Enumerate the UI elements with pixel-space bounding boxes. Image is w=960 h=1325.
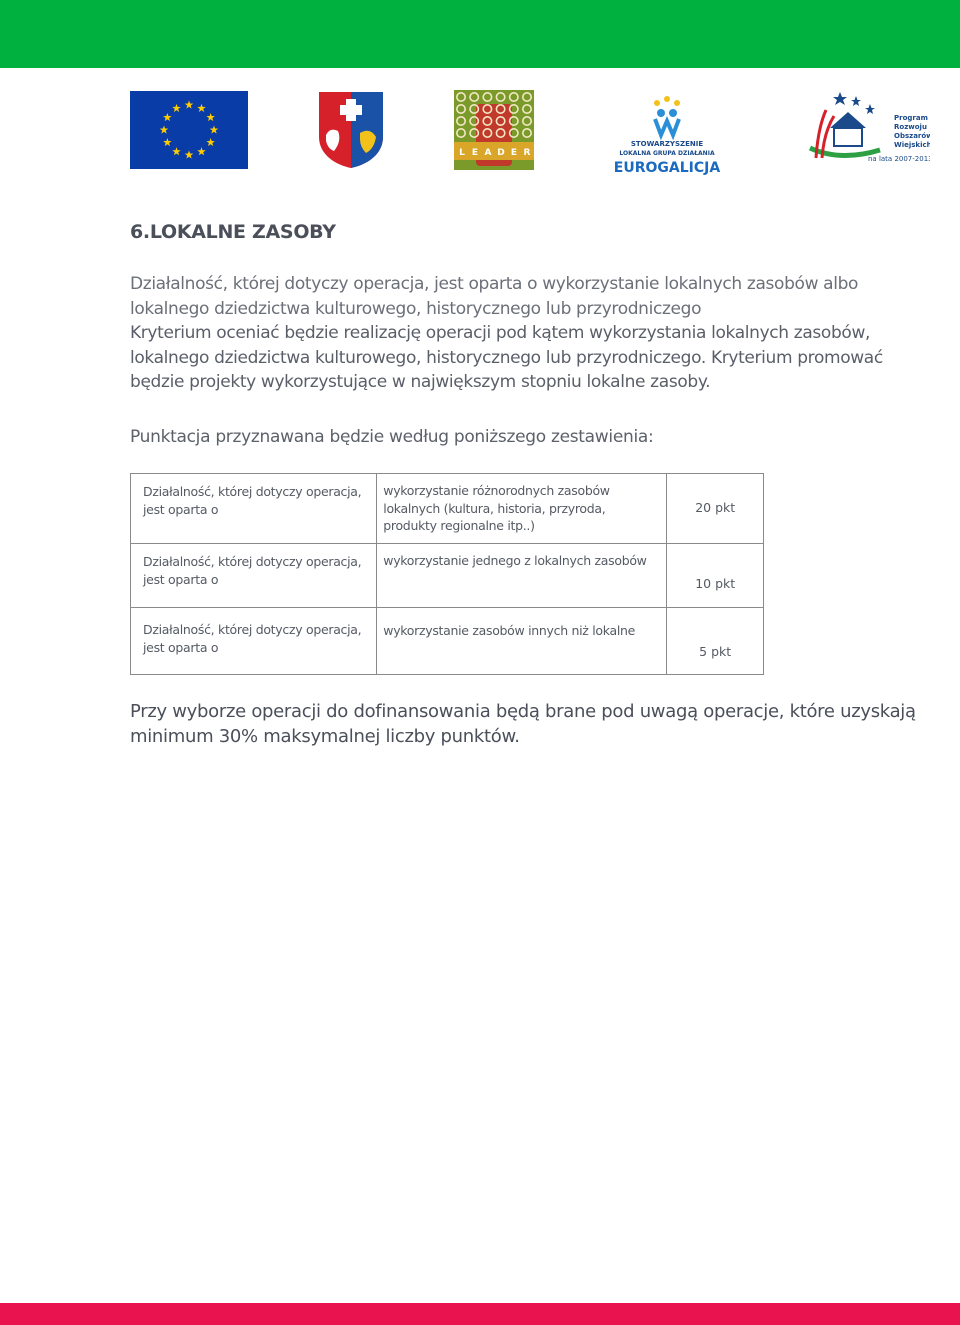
eurog-line1: STOWARZYSZENIE bbox=[630, 140, 704, 148]
eu-star-icon bbox=[185, 101, 194, 109]
section-title: 6.LOKALNE ZASOBY bbox=[130, 221, 336, 243]
leader-letter: D bbox=[497, 148, 505, 158]
points-value: 20 pkt bbox=[695, 500, 736, 515]
description-text: wykorzystanie różnorodnych zasobów lokalnych (kultura, historia, przyroda, produkty regionalne itp..) bbox=[383, 483, 610, 533]
eu-star-icon bbox=[172, 147, 181, 155]
scoring-intro: Punktacja przyznawana będzie według poniższego zestawienia: bbox=[130, 427, 654, 447]
scoring-table bbox=[130, 473, 764, 675]
criterion-cell bbox=[131, 544, 377, 608]
points-cell bbox=[667, 474, 764, 544]
table-row bbox=[131, 608, 764, 675]
criterion-cell bbox=[131, 608, 377, 675]
bottom-pink-bar bbox=[0, 1303, 960, 1325]
description-cell bbox=[377, 608, 667, 675]
conclusion-line1: Przy wyborze operacji do dofinansowania będą brane pod uwagą operacje, które uzyskają bbox=[130, 701, 916, 722]
para2-line1: Kryterium oceniać będzie realizację operacji pod kątem wykorzystania lokalnych zasobów, bbox=[130, 323, 871, 343]
eu-star-icon bbox=[197, 104, 206, 112]
eu-star-icon bbox=[206, 138, 215, 146]
leader-letter: E bbox=[471, 148, 479, 158]
criterion-line1: Działalność, której dotyczy operacja, bbox=[143, 484, 362, 499]
prow-line4: Wiejskich bbox=[894, 141, 930, 149]
leader-letter: E bbox=[510, 148, 518, 158]
points-value: 10 pkt bbox=[695, 576, 736, 591]
criterion-line2: jest oparta o bbox=[143, 640, 219, 655]
prow-line1: Program bbox=[894, 114, 928, 122]
table-row bbox=[131, 544, 764, 608]
prow-line2: Rozwoju bbox=[894, 123, 927, 131]
description-cell bbox=[377, 474, 667, 544]
description-text: wykorzystanie jednego z lokalnych zasobów bbox=[383, 553, 647, 568]
criterion-cell bbox=[131, 474, 377, 544]
eu-star-icon bbox=[210, 126, 219, 134]
points-value: 5 pkt bbox=[699, 644, 732, 659]
points-cell bbox=[667, 544, 764, 608]
coat-of-arms-logo bbox=[318, 91, 384, 169]
description-cell bbox=[377, 544, 667, 608]
para2-line3: będzie projekty wykorzystujące w największym stopniu lokalne zasoby. bbox=[130, 372, 711, 392]
conclusion-text bbox=[130, 699, 930, 749]
criterion-line2: jest oparta o bbox=[143, 502, 219, 517]
eu-star-icon bbox=[206, 113, 215, 121]
eu-star-icon bbox=[185, 151, 194, 159]
conclusion-line2: minimum 30% maksymalnej liczby punktów. bbox=[130, 726, 520, 747]
para2-line2: lokalnego dziedzictwa kulturowego, historycznego lub przyrodniczego. Kryterium promować bbox=[130, 347, 883, 368]
eu-star-icon bbox=[172, 104, 181, 112]
criterion-line1: Działalność, której dotyczy operacja, bbox=[143, 622, 362, 637]
prow-logo bbox=[800, 88, 930, 170]
logo-strip bbox=[0, 88, 960, 178]
leader-letter: A bbox=[484, 148, 492, 158]
description-text: wykorzystanie zasobów innych niż lokalne bbox=[383, 623, 636, 638]
section-description bbox=[130, 272, 930, 395]
criterion-line1: Działalność, której dotyczy operacja, bbox=[143, 554, 362, 569]
top-green-bar bbox=[0, 0, 960, 68]
eu-star-icon bbox=[163, 113, 172, 121]
criterion-line2: jest oparta o bbox=[143, 572, 219, 587]
prow-line3: Obszarów bbox=[894, 132, 930, 140]
leader-letter: L bbox=[459, 148, 465, 158]
leader-logo bbox=[454, 90, 534, 170]
eurog-line2: LOKALNA GRUPA DZIAŁANIA bbox=[619, 150, 715, 157]
eu-star-icon bbox=[163, 138, 172, 146]
points-cell bbox=[667, 608, 764, 675]
prow-years: na lata 2007-2013 bbox=[868, 155, 930, 163]
eu-star-icon bbox=[197, 147, 206, 155]
eu-star-icon bbox=[160, 126, 169, 134]
para1-line1: Działalność, której dotyczy operacja, jest oparta o wykorzystanie lokalnych zasobów albo bbox=[130, 274, 859, 294]
eurogalicja-logo bbox=[603, 91, 731, 177]
para1-line2: lokalnego dziedzictwa kulturowego, historycznego lub przyrodniczego bbox=[130, 298, 702, 319]
table-row bbox=[131, 474, 764, 544]
eu-flag-logo bbox=[130, 91, 248, 169]
eurog-name: EUROGALICJA bbox=[613, 160, 721, 176]
leader-letter: R bbox=[523, 148, 531, 158]
